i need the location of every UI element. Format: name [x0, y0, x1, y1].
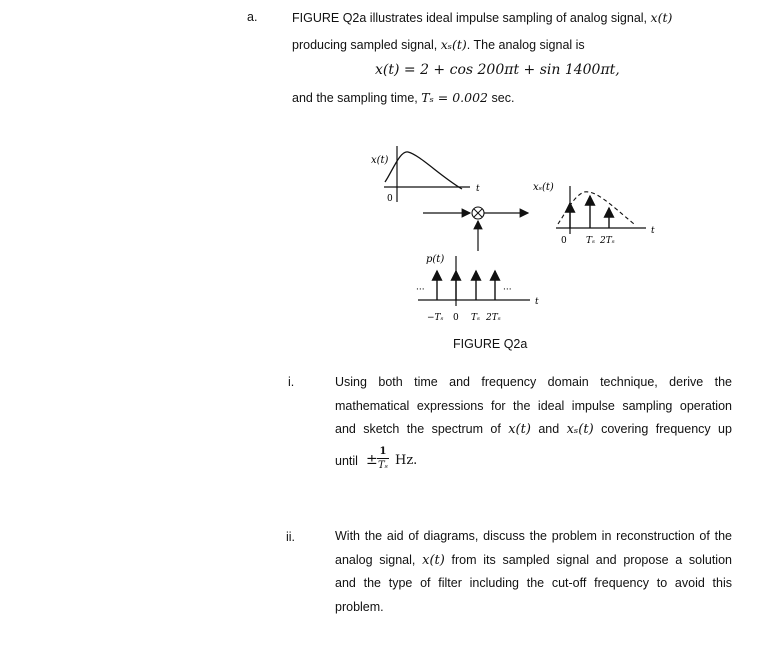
sub-i-pm: ± — [366, 452, 378, 468]
pt-neg-ts-label: −Tₛ — [427, 313, 444, 323]
sub-i-fraction — [377, 446, 389, 471]
sub-ii-line-1: With the aid of diagrams, discuss the problem in reconstruction of the — [335, 529, 732, 543]
sub-i-text — [335, 371, 732, 442]
sub-i-line-3-c: covering frequency up — [601, 422, 732, 436]
intro-text-1: FIGURE Q2a illustrates ideal impulse sampling of analog signal, — [292, 11, 648, 25]
xt-t-label: t — [476, 184, 480, 194]
xst-2ts-label: 2Tₛ — [600, 236, 615, 246]
sub-ii-symbol-xt: x(t) — [422, 552, 445, 568]
xst-zero-label: 0 — [561, 236, 567, 246]
sub-i-hz: Hz. — [395, 453, 418, 468]
pt-t-label: t — [535, 297, 539, 307]
sub-i-line-3 — [335, 418, 732, 442]
sub-i-symbol-xt: x(t) — [508, 422, 531, 437]
multiplier-block — [423, 207, 528, 251]
xt-zero-label: 0 — [387, 194, 393, 204]
sub-i-label: i. — [288, 375, 295, 389]
intro-symbol-xst: xₛ(t) — [440, 37, 467, 52]
xst-ts-label: Tₛ — [586, 236, 596, 246]
intro-text-3: . The analog signal is — [466, 38, 585, 52]
pt-dots-left: ··· — [416, 285, 425, 295]
xt-label: x(t) — [371, 155, 389, 166]
xst-t-label: t — [651, 226, 655, 236]
pt-plot — [416, 254, 539, 323]
sub-ii-line-3: and the type of filter including the cut-off frequency to avoid this — [335, 576, 732, 590]
sub-ii-text — [335, 525, 732, 619]
sub-i-symbol-xst: xₛ(t) — [566, 422, 594, 437]
question-label: a. — [247, 10, 258, 24]
sampling-text: and the sampling time, — [292, 91, 418, 105]
sub-ii-line-2-b: from its sampled signal and propose a solution — [451, 552, 732, 567]
sub-i-frac-num: 1 — [379, 446, 387, 457]
sampling-unit: sec. — [491, 91, 515, 105]
sub-i-frac-bar — [377, 458, 389, 459]
pt-2ts-label: 2Tₛ — [486, 313, 501, 323]
xt-plot — [371, 146, 480, 204]
figure-caption: FIGURE Q2a — [453, 337, 528, 351]
xst-plot — [533, 182, 655, 246]
pt-zero-label: 0 — [453, 313, 459, 323]
sub-ii-line-2 — [335, 549, 732, 573]
xst-label: xₛ(t) — [533, 182, 554, 193]
sub-i-line-2: mathematical expressions for the ideal impulse sampling operation — [335, 398, 732, 413]
sub-ii-label: ii. — [286, 530, 296, 544]
sampling-symbol: Tₛ = 0.002 — [421, 90, 489, 105]
sub-i-frac-den: Tₛ — [377, 460, 389, 471]
pt-dots-right: ··· — [503, 285, 512, 295]
sub-ii-line-4: problem. — [335, 599, 384, 614]
pt-label: p(t) — [426, 254, 445, 265]
sub-i-until: until — [335, 454, 358, 468]
sub-i-line-1: Using both time and frequency domain technique, derive the — [335, 375, 732, 389]
intro-text-2: producing sampled signal, — [292, 38, 438, 52]
sub-i-line-3-b: and — [538, 422, 560, 436]
sub-i-line-3-a: and sketch the spectrum of — [335, 422, 501, 436]
signal-equation: x(t) = 2 + cos 200πt + sin 1400πt, — [375, 62, 620, 78]
pt-ts-label: Tₛ — [471, 313, 481, 323]
intro-symbol-xt: x(t) — [650, 10, 673, 25]
sub-ii-line-2-a: analog signal, — [335, 552, 416, 567]
